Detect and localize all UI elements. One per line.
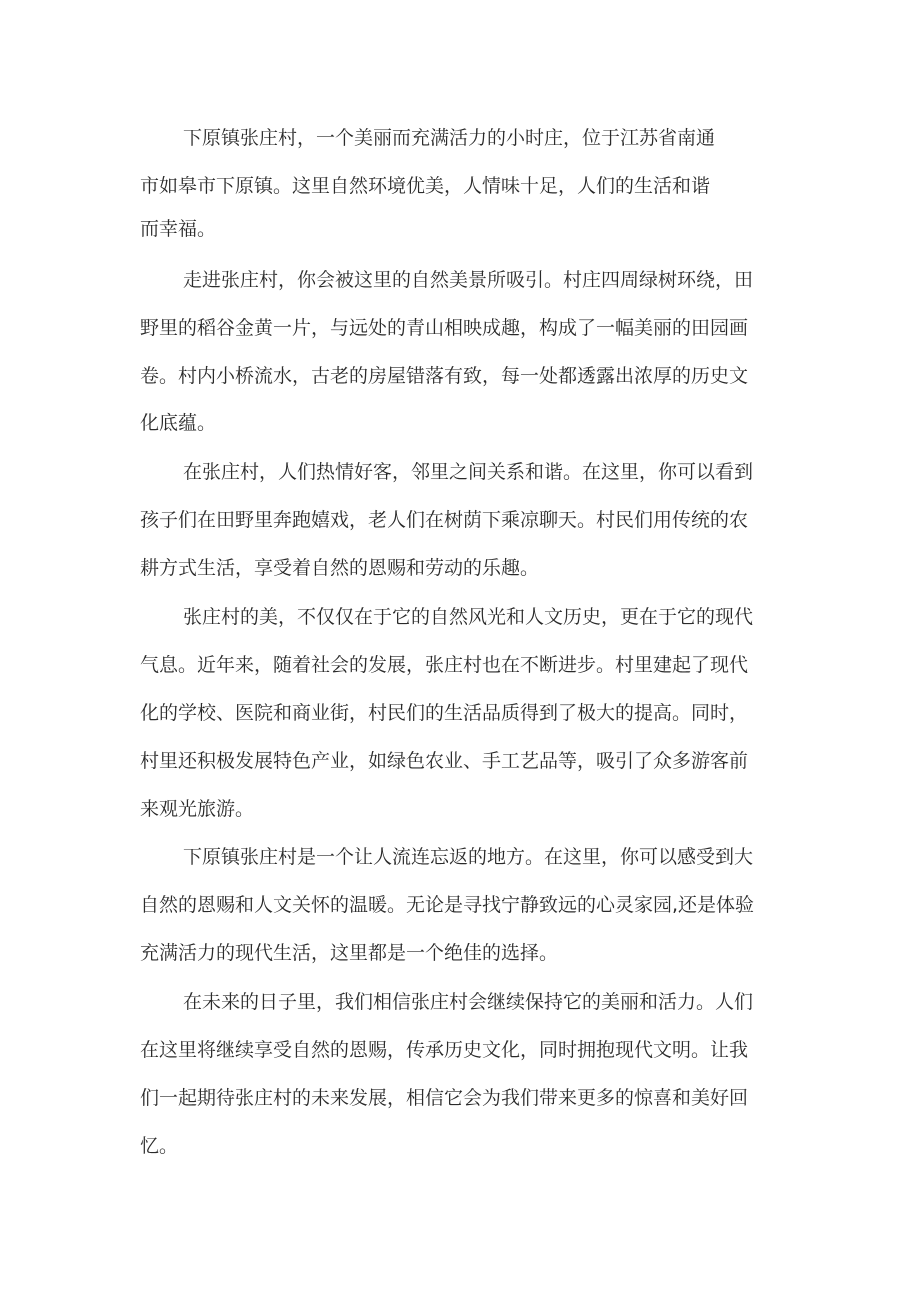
paragraph-line: 野里的稻谷金黄一片，与远处的青山相映成趣，构成了一幅美丽的田园画 bbox=[140, 317, 749, 339]
paragraph-line: 忆。 bbox=[140, 1135, 179, 1157]
paragraph-line: 化的学校、医院和商业街，村民们的生活品质得到了极大的提高。同时， bbox=[140, 702, 749, 724]
paragraph-line: 而幸福。 bbox=[140, 218, 217, 240]
paragraph-line: 们一起期待张庄村的未来发展，相信它会为我们带来更多的惊喜和美好回 bbox=[140, 1087, 749, 1109]
paragraph-line: 下原镇张庄村，一个美丽而充满活力的小时庄，位于江苏省南通 bbox=[183, 127, 716, 149]
paragraph-line: 村里还积极发展特色产业，如绿色农业、手工艺品等，吸引了众多游客前 bbox=[140, 750, 749, 772]
paragraph-line: 市如皋市下原镇。这里自然环境优美，人情味十足，人们的生活和谐 bbox=[140, 175, 711, 197]
paragraph-line: 在张庄村，人们热情好客，邻里之间关系和谐。在这里，你可以看到 bbox=[183, 461, 754, 483]
paragraph-line: 孩子们在田野里奔跑嬉戏，老人们在树荫下乘凉聊天。村民们用传统的农 bbox=[140, 509, 749, 531]
paragraph-line: 化底蕴。 bbox=[140, 412, 217, 434]
paragraph-line: 在未来的日子里，我们相信张庄村会继续保持它的美丽和活力。人们 bbox=[183, 991, 754, 1013]
paragraph-line: 走进张庄村，你会被这里的自然美景所吸引。村庄四周绿树环绕，田 bbox=[183, 269, 754, 291]
paragraph-line: 充满活力的现代生活，这里都是一个绝佳的选择。 bbox=[140, 942, 559, 964]
paragraph-line: 卷。村内小桥流水，古老的房屋错落有致，每一处都透露出浓厚的历史文 bbox=[140, 365, 749, 387]
paragraph-line: 在这里将继续享受自然的恩赐，传承历史文化，同时拥抱现代文明。让我 bbox=[140, 1039, 749, 1061]
paragraph-line: 下原镇张庄村是一个让人流连忘返的地方。在这里，你可以感受到大 bbox=[183, 846, 754, 868]
paragraph-line: 气息。近年来，随着社会的发展，张庄村也在不断进步。村里建起了现代 bbox=[140, 654, 749, 676]
paragraph-line: 自然的恩赐和人文关怀的温暖。无论是寻找宁静致远的心灵家园,还是体验 bbox=[140, 894, 755, 916]
paragraph-line: 耕方式生活，享受着自然的恩赐和劳动的乐趣。 bbox=[140, 557, 540, 579]
paragraph-line: 张庄村的美，不仅仅在于它的自然风光和人文历史，更在于它的现代 bbox=[183, 606, 754, 628]
paragraph-line: 来观光旅游。 bbox=[140, 798, 255, 820]
